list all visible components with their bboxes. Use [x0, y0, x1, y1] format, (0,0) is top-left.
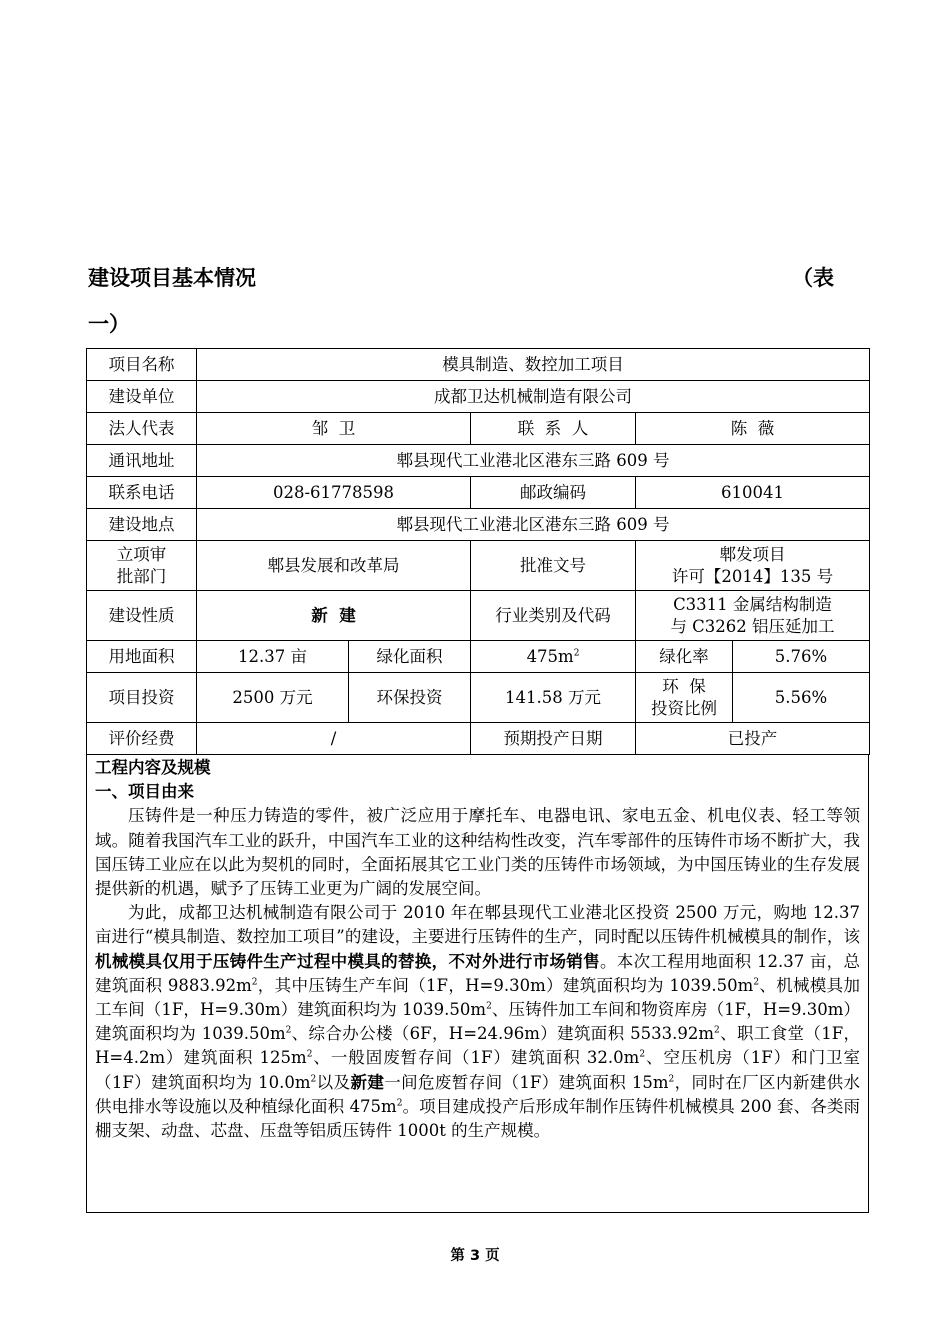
- content-section: [86, 754, 869, 1213]
- table-row: [87, 381, 870, 413]
- cell-value: 陈 薇: [636, 413, 870, 445]
- cell-label: 联系电话: [87, 477, 197, 509]
- heading-table-label-cont: 一）: [88, 312, 130, 336]
- cell-label: 用地面积: [87, 641, 197, 673]
- cell-label: 立项审 批部门: [87, 541, 197, 591]
- cell-value: 郫县现代工业港北区港东三路 609 号: [197, 445, 870, 477]
- table-row: [87, 477, 870, 509]
- cell-value: 028-61778598: [197, 477, 471, 509]
- cell-value: $475m^2$: [471, 641, 636, 673]
- cell-value: 郫县现代工业港北区港东三路 609 号: [197, 509, 870, 541]
- section-heading-1: 一、项目由来: [95, 782, 194, 802]
- cell-value: 新 建: [197, 591, 471, 641]
- cell-label: 法人代表: [87, 413, 197, 445]
- table-row: [87, 641, 870, 673]
- cell-label: 项目名称: [87, 349, 197, 381]
- project-info-table: [86, 348, 870, 755]
- cell-label: 环 保 投资比例: [636, 673, 733, 723]
- cell-value: 12.37 亩: [197, 641, 349, 673]
- cell-label: 预期投产日期: [471, 723, 636, 755]
- cell-value: 610041: [636, 477, 870, 509]
- cell-value: 成都卫达机械制造有限公司: [197, 381, 870, 413]
- table-row: [87, 413, 870, 445]
- cell-value: 模具制造、数控加工项目: [197, 349, 870, 381]
- cell-label: 邮政编码: [471, 477, 636, 509]
- cell-value: 已投产: [636, 723, 870, 755]
- cell-value: 郫县发展和改革局: [197, 541, 471, 591]
- table-row: [87, 591, 870, 641]
- cell-label: 建设性质: [87, 591, 197, 641]
- cell-label: 行业类别及代码: [471, 591, 636, 641]
- content-title: 工程内容及规模: [95, 758, 211, 777]
- cell-value: /: [197, 723, 471, 755]
- cell-value: 2500 万元: [197, 673, 349, 723]
- heading-title: 建设项目基本情况: [88, 266, 256, 290]
- cell-label: 建设地点: [87, 509, 197, 541]
- cell-label: 绿化面积: [349, 641, 471, 673]
- paragraph-1: 压铸件是一种压力铸造的零件，被广泛应用于摩托车、电器电讯、家电五金、机电仪表、轻工等领域。随着我国汽车工业的跃升，中国汽车工业的这种结构性改变，汽车零部件的压铸件市场不断扩大，我国压铸工业应在以此为契机的同时，全面拓展其它工业门类的压铸件市场领域，为中国压铸业的生存发展提供新的机遇，赋予了压铸工业更为广阔的发展空间。: [95, 806, 860, 899]
- cell-value: C3311 金属结构制造 与 C3262 铝压延加工: [636, 591, 870, 641]
- cell-label: 通讯地址: [87, 445, 197, 477]
- table-row: [87, 349, 870, 381]
- cell-label: 绿化率: [636, 641, 733, 673]
- cell-label: 建设单位: [87, 381, 197, 413]
- cell-value: 141.58 万元: [471, 673, 636, 723]
- table-row: [87, 541, 870, 591]
- cell-value: 郫发项目 许可【2014】135 号: [636, 541, 870, 591]
- cell-value: 5.76%: [733, 641, 870, 673]
- cell-label: 项目投资: [87, 673, 197, 723]
- paragraph-2: 为此，成都卫达机械制造有限公司于 2010 年在郫县现代工业港北区投资 2500 万元，购地 12.37 亩进行“模具制造、数控加工项目”的建设，主要进行压铸件的生产，同时配以压铸件机械模具的制作，该机械模具仅用于压铸件生产过程中模具的替换，不对外进行市场销售。本次工程用地面积 12.37 亩，总建筑面积 $9883.92m^2$，其中压铸生产车间（1F，H=9.30m）建筑面积均为 $1039.50m^2$、机械模具加工车间（1F，H=9.30m）建筑面积均为 $1039.50m^2$、压铸件加工车间和物资库房（1F，H=9.30m）建筑面积均为 $1039.50m^2$、综合办公楼（6F，H=24.96m）建筑面积 $5533.92m^2$、职工食堂（1F，H=4.2m）建筑面积 $125m^2$、一般固废暂存间（1F）建筑面积 $32.0m^2$、空压机房（1F）和门卫室（1F）建筑面积均为 $10.0m^2$以及新建一间危废暂存间（1F）建筑面积 $15m^2$，同时在厂区内新建供水供电排水等设施以及种植绿化面积 $475m^2$。项目建成投产后形成年制作压铸件机械模具 200 套、各类雨棚支架、动盘、芯盘、压盘等铝质压铸件 1000t 的生产规模。: [95, 903, 861, 1141]
- table-row: [87, 723, 870, 755]
- table-row: [87, 509, 870, 541]
- cell-value: 5.56%: [733, 673, 870, 723]
- heading-table-label: （表: [792, 266, 834, 290]
- table-row: [87, 673, 870, 723]
- cell-label: 环保投资: [349, 673, 471, 723]
- cell-label: 联 系 人: [471, 413, 636, 445]
- cell-value: 邹 卫: [197, 413, 471, 445]
- page-number: 第 3 页: [450, 1248, 500, 1264]
- cell-label: 评价经费: [87, 723, 197, 755]
- section-heading: [88, 258, 834, 338]
- table-row: [87, 445, 870, 477]
- cell-label: 批准文号: [471, 541, 636, 591]
